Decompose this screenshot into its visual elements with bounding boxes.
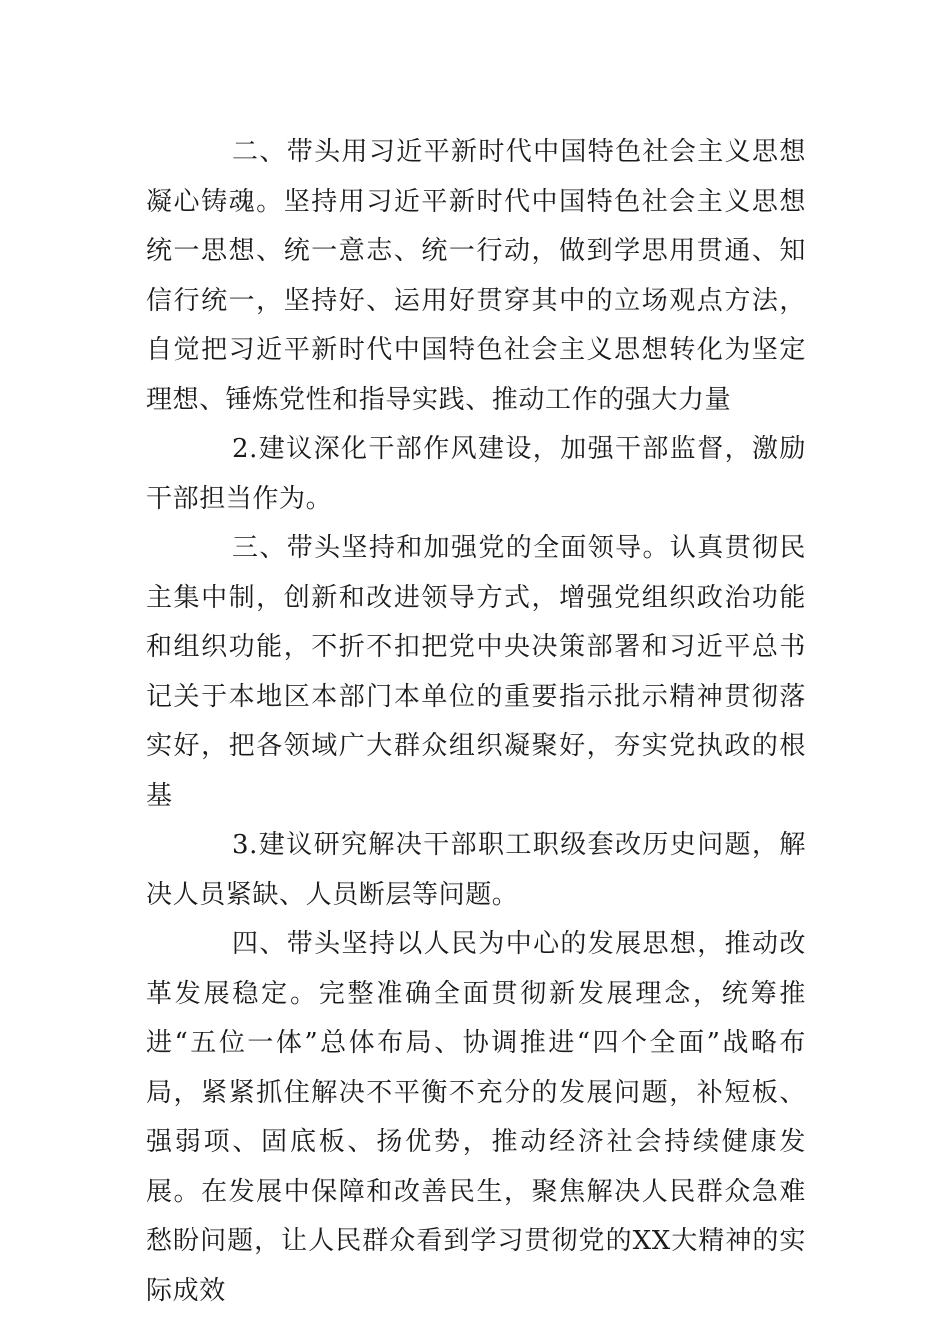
paragraph-section-two: 二、带头用习近平新时代中国特色社会主义思想凝心铸魂。坚持用习近平新时代中国特色社会主义思想统一思想、统一意志、统一行动，做到学思用贯通、知信行统一，坚持好、运用好贯穿其中的立场观点方法，自觉把习近平新时代中国特色社会主义思想转化为坚定理想、锤炼党性和指导实践、推动工作的强大力量 <box>146 137 806 415</box>
paragraph-suggestion-three: 3.建议研究解决干部职工职级套改历史问题，解决人员紧缺、人员断层等问题。 <box>146 830 806 910</box>
document-body <box>146 128 806 1316</box>
paragraph-suggestion-two: 2.建议深化干部作风建设，加强干部监督，激励干部担当作为。 <box>146 434 806 514</box>
paragraph-section-four: 四、带头坚持以人民为中心的发展思想，推动改革发展稳定。完整准确全面贯彻新发展理念，统筹推进“五位一体”总体布局、协调推进“四个全面”战略布局，紧紧抓住解决不平衡不充分的发展问题，补短板、强弱项、固底板、扬优势，推动经济社会持续健康发展。在发展中保障和改善民生，聚焦解决人民群众急难愁盼问题，让人民群众看到学习贯彻党的XX大精神的实际成效 <box>146 929 806 1306</box>
paragraph-section-three: 三、带头坚持和加强党的全面领导。认真贯彻民主集中制，创新和改进领导方式，增强党组织政治功能和组织功能，不折不扣把党中央决策部署和习近平总书记关于本地区本部门本单位的重要指示批示精神贯彻落实好，把各领域广大群众组织凝聚好，夯实党执政的根基 <box>146 533 806 811</box>
